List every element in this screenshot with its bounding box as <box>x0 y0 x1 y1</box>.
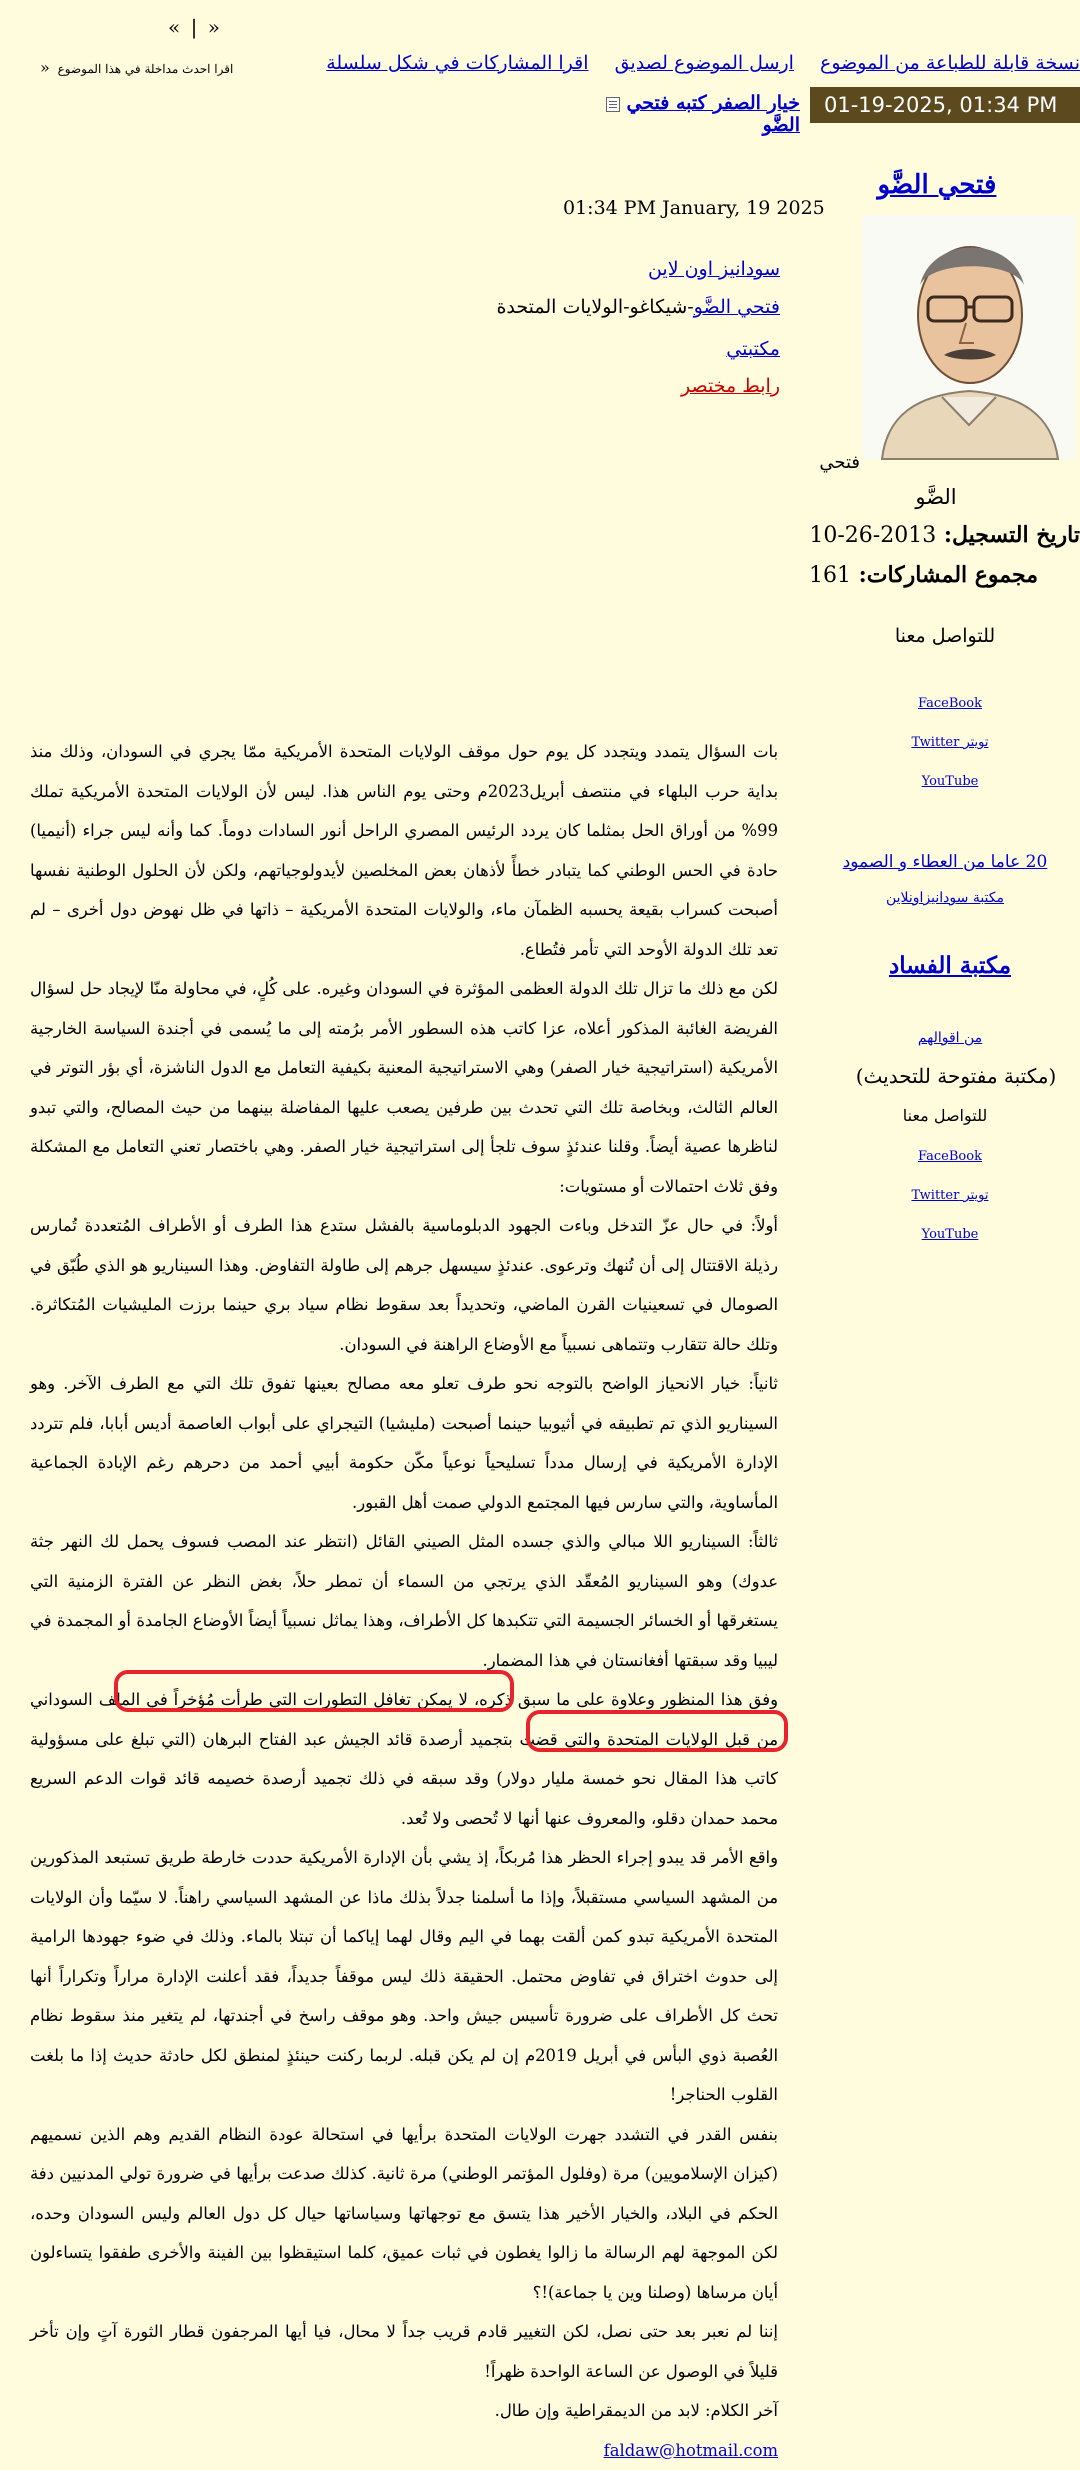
posts-count-value: 161 <box>808 563 851 588</box>
registration-label: تاريخ التسجيل: <box>943 522 1080 548</box>
sudanese-library-link[interactable]: مكتبة سودانيزاونلاين <box>885 890 1005 906</box>
author-name-link[interactable]: فتحي الضَّو <box>877 170 997 200</box>
post-paragraph: واقع الأمر قد يبدو إجراء الحظر هذا مُربكاً، إذ يشي بأن الإدارة الأمريكية حددت خارطة طريق تستبعد المذكورين من المشهد السياسي مستقبلاً، وإذا ما أسلمنا جدلاً بذلك ماذا عن المشهد السياسي راهناً. لا سيّما وأن الولايات المتحدة الأمريكية تبدو كمن ألقت بهما في اليم وقال لهما إياكما أن تبتلا بالماء. وذلك في ضوء جهودها الرامية إلى حدوث اختراق في تفاوض محتمل. الحقيقة ذلك ليس موقفاً جديداً، فقد أعلنت الإدارة مراراً وتكراراً أنها تحث كل الأطراف على ضرورة تأسيس جيش واحد. وهو موقف راسخ في أجندتها، لم يتغير منذ سقوط نظام العُصبة ذوي البأس في أبريل 2019م إن لم يكن قبله. لربما ركنت حينئذٍ لمنطق لكل حادثة حديث إذا ما بلغت القلوب الحناجر! <box>30 1848 779 2104</box>
short-link[interactable]: رابط مختصر <box>681 375 780 397</box>
document-icon <box>606 97 620 112</box>
author-location <box>480 296 780 318</box>
quotes-link[interactable]: من اقوالهم <box>917 1030 983 1046</box>
my-library-link[interactable]: مكتبتي <box>726 338 780 360</box>
post-paragraph: بات السؤال يتمدد ويتجدد كل يوم حول موقف الولايات المتحدة الأمريكية ممّا يجري في السودان، وذلك منذ بداية حرب البلهاء في منتصف أبريل2023م وحتى يوم الناس هذا. ليس لأن الولايات المتحدة الأمريكية تملك 99% من أوراق الحل بمثلما كان يردد الرئيس المصري الراحل أنور السادات دوماً. كما وأنه ليس جراء (أنيميا) حادة في الحس الوطني كما يتبادر خطأً لأذهان بعض المخلصين لأيدولوجياتهم، ولكن لأن الحلول الوطنية نفسها أصبحت كسراب بقيعة يحسبه الظمآن ماء، والولايات المتحدة الأمريكية – ذاتها في ظل نهوض دول أخرى – لم تعد تلك الدولة الأوحد التي تأمر فتُطاع. <box>30 742 779 959</box>
facebook-link-2[interactable]: FaceBook <box>918 1149 982 1164</box>
thread-title-link[interactable]: خيار الصفر كتبه فتحي الضَّو <box>626 92 800 136</box>
thread-tools <box>326 52 1080 84</box>
author-location-link[interactable]: فتحي الضَّو <box>693 296 780 318</box>
print-link[interactable]: نسخة قابلة للطباعة من الموضوع <box>820 52 1080 74</box>
post-paragraph: وفق هذا المنظور وعلاوة على ما سبق ذكره، لا يمكن تغافل التطورات التي طرأت مُؤخراً في الملف السوداني من قبل الولايات المتحدة والتي قضت بتجميد أرصدة قائد الجيش عبد الفتاح البرهان (التي تبلغ على مسؤولية كاتب هذا المقال نحو خمسة مليار دولار) وقد سبقه في ذلك تجميد أرصدة خصيمه قائد قوات الدعم السريع محمد حمدان دقلو، والمعروف عنها أنها لا تُحصى ولا تُعد. <box>30 1690 778 1828</box>
twitter-link-2[interactable]: تويتر Twitter <box>911 1188 989 1203</box>
open-library-note: (مكتبة مفتوحة للتحديث) <box>855 1064 1057 1088</box>
twenty-years-link[interactable]: 20 عاما من العطاء و الصمود <box>842 852 1048 872</box>
thread-title[interactable] <box>560 92 800 136</box>
read-series-link[interactable]: اقرا المشاركات في شكل سلسلة <box>326 52 589 74</box>
post-paragraph: ثانياً: خيار الانحياز الواضح بالتوجه نحو طرف تعلو معه مصالح بعينها تفوق تلك التي مع الطرف الآخر. وهو السيناريو الذي تم تطبيقه في أثيوبيا حينما أصبحت (مليشيا) التيجراي على أبواب العاصمة أديس أبابا، فلم تتردد الإدارة الأمريكية في إرسال مدداً تسليحياً نوعياً مكّن حكومة أبيي أحمد من دحرهم رغم الإبادة الجماعية المأساوية، والتي سارس فيها المجتمع الدولي صمت أهل القبور. <box>30 1374 778 1512</box>
registration-row <box>809 522 1080 548</box>
youtube-link-2[interactable]: YouTube <box>921 1227 979 1242</box>
send-to-friend-link[interactable]: ارسل الموضوع لصديق <box>614 52 794 74</box>
twitter-link[interactable]: تويتر Twitter <box>911 735 989 750</box>
post-paragraph: أولاً: في حال عزّ التدخل وباءت الجهود الدبلوماسية بالفشل ستدع هذا الطرف أو الأطراف المُتعددة تُمارس رذيلة الاقتتال إلى أن تُنهك وترعوى. عندئذٍ سيسهل جرهم إلى طاولة التفاوض. وهذا السيناريو هو الذي طُبّق في الصومال في تسعينيات القرن الماضي، وتحديداً بعد سقوط نظام سياد بري حينما برزت المليشيات المُتكاثرة. وتلك حالة تتقارب وتتماهى نسبياً مع الأوضاع الراهنة في السودان. <box>30 1216 778 1354</box>
post-datetime: 01:34 PM January, 19 2025 <box>563 197 825 219</box>
author-location-text: -شيكاغو-الولايات المتحدة <box>496 296 694 318</box>
corruption-library-link[interactable]: مكتبة الفساد <box>888 952 1012 979</box>
post-paragraph: لكن مع ذلك ما تزال تلك الدولة العظمى المؤثرة في السودان وغيره. على كُلٍ، في محاولة منّا لإيجاد حل لسؤال الفريضة الغائبة المذكور أعلاه، عزا كاتب هذه السطور الأمر برُمته إلى ما يُسمى في أجندة السياسة الخارجية الأمريكية (استراتيجية خيار الصفر) وهي الاستراتيجية المعنية بكيفية التعامل مع الدول الناشزة، أي بؤر التوتر في العالم الثالث، وبخاصة تلك التي تحدث بين طرفين يصعب عليها المفاضلة بينهما من حيث المصالح، والتي تبدو لناظرها عصية أيضاً. وقلنا عندئذٍ سوف تلجأ إلى استراتيجية خيار الصفر. وهي باختصار تعني التعامل مع المشكلة وفق ثلاث احتمالات أو مستويات: <box>30 979 778 1196</box>
author-portrait <box>862 215 1076 459</box>
post-body <box>30 732 778 2470</box>
post-paragraph: ثالثاً: السيناريو اللا مبالي والذي جسده المثل الصيني القائل (انتظر عند المصب فسوف يحمل لك النهر جثة عدوك) وهو السيناريو المُعقّد الذي يرتجي من السماء أن تمطر حلاً، بغض النظر عن الفترة الزمنية التي يستغرقها أو الخسائر الجسيمة التي تتكبدها كل الأطراف، وهذا يماثل نسبياً أيضاً الأوضاع الجامدة أو المجمدة في ليبيا وقد سبقتها أفغانستان في هذا المضمار. <box>30 1532 778 1670</box>
latest-post-label: اقرا احدث مداخلة في هذا الموضوع <box>57 62 234 76</box>
double-chevron-right-icon: » <box>40 58 50 77</box>
author-caption-1: فتحي <box>819 452 860 473</box>
post-date-bar: 01-19-2025, 01:34 PM <box>810 87 1080 123</box>
post-paragraph: بنفس القدر في التشدد جهرت الولايات المتحدة برأيها في استحالة عودة النظام القديم وهم الذين نسميهم (كيزان الإسلامويين) مرة (وفلول المؤتمر الوطني) مرة ثانية. كذلك صدعت برأيها في ضرورة تولي المدنيين دفة الحكم في البلاد، والخيار الأخير هذا يتسق مع توجهاتها وسياساتها حيال كل دول العالم وليس السودان وحده، لكن الموجهة لهم الرسالة ما زالوا يغطون في ثبات عميق، كلما استيقظوا بين الفينة والأخرى طفقوا يتساءلون أيان مرساها (وصلنا وين يا جماعة)!؟ <box>30 2124 778 2302</box>
latest-post-link[interactable] <box>40 58 233 77</box>
posts-count-label: مجموع المشاركات: <box>858 562 1038 588</box>
registration-value: 10-26-2013 <box>809 523 937 548</box>
post-paragraph: إننا لم نعبر بعد حتى نصل، لكن التغيير قادم قريب جداً لا محال، فيا أيها المرجفون قطار الثورة آتٍ وإن تأخر قليلاً في الوصول عن الساعة الواحدة ظهراً! <box>30 2322 778 2381</box>
post-paragraph: آخر الكلام: لابد من الديمقراطية وإن طال. <box>494 2401 778 2420</box>
author-email-link[interactable]: faldaw@hotmail.com <box>603 2440 778 2460</box>
contact-title: للتواصل معنا <box>894 625 996 647</box>
contact-title-2: للتواصل معنا <box>902 1106 988 1125</box>
site-link[interactable]: سودانيز اون لاين <box>647 258 780 280</box>
author-caption-2: الضَّو <box>915 485 957 509</box>
youtube-link[interactable]: YouTube <box>921 774 979 789</box>
thread-pager[interactable]: « | » <box>168 15 222 39</box>
posts-count-row <box>808 562 1038 588</box>
facebook-link[interactable]: FaceBook <box>918 696 982 711</box>
